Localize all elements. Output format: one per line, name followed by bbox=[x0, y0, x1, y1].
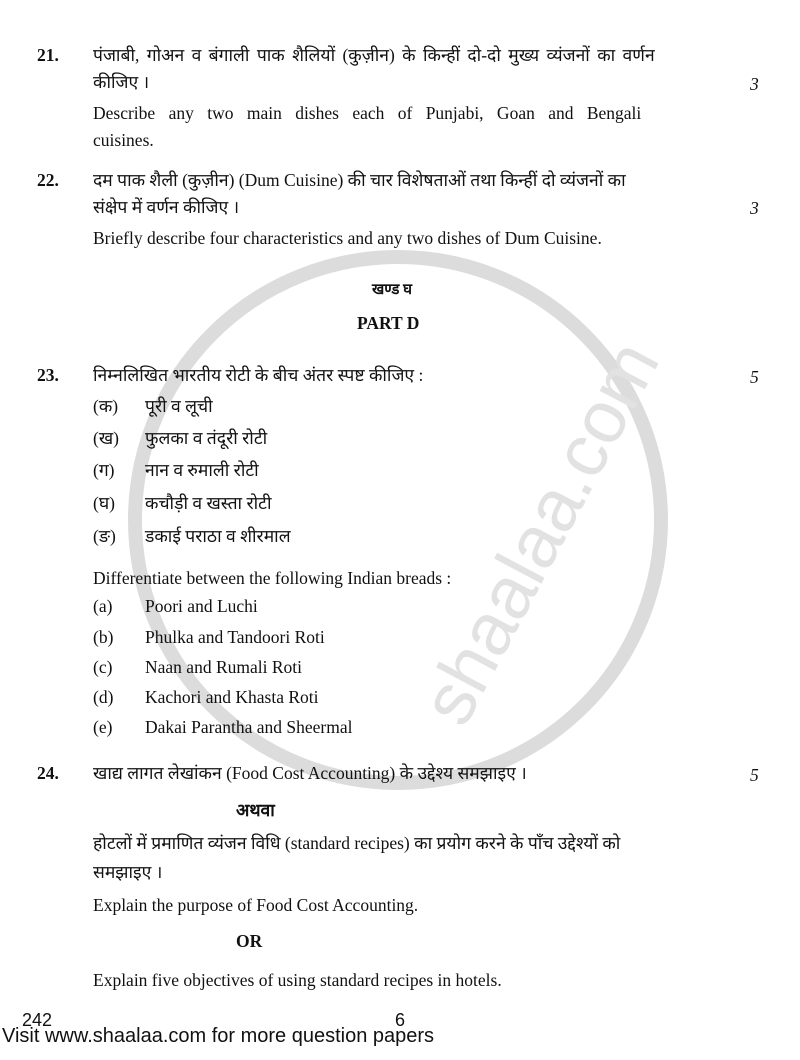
list-label: (घ) bbox=[93, 493, 115, 513]
list-item: नान व रुमाली रोटी bbox=[145, 460, 259, 480]
list-item: फुलका व तंदूरी रोटी bbox=[145, 428, 268, 448]
list-item: Poori and Luchi bbox=[145, 596, 258, 616]
q24-number: 24. bbox=[37, 763, 59, 783]
or-english: OR bbox=[236, 931, 263, 951]
visit-link[interactable]: Visit www.shaalaa.com for more question papers bbox=[2, 1025, 435, 1047]
paper-code: 242 bbox=[22, 1010, 53, 1030]
q24-english: Explain the purpose of Food Cost Accounting. bbox=[93, 895, 419, 915]
list-label: (a) bbox=[93, 596, 113, 616]
watermark-text: shaalaa.com bbox=[404, 327, 675, 738]
q21-number: 21. bbox=[37, 45, 59, 65]
list-label: (b) bbox=[93, 627, 114, 647]
list-item: Dakai Parantha and Sheermal bbox=[145, 717, 353, 737]
list-item: कचौड़ी व खस्ता रोटी bbox=[145, 493, 272, 513]
list-item: Naan and Rumali Roti bbox=[145, 657, 302, 677]
q22-number: 22. bbox=[37, 170, 59, 190]
q23-number: 23. bbox=[37, 365, 59, 385]
list-label: (d) bbox=[93, 687, 114, 707]
q24-alt-hindi-2: समझाइए । bbox=[93, 862, 163, 882]
list-item: डकाई पराठा व शीरमाल bbox=[145, 526, 291, 546]
section-title: PART D bbox=[357, 313, 420, 333]
q22-english: Briefly describe four characteristics and any two dishes of Dum Cuisine. bbox=[93, 228, 602, 248]
list-label: (ख) bbox=[93, 428, 119, 448]
q22-hindi: दम पाक शैली (कुज़ीन) (Dum Cuisine) की चार विशेषताओं तथा किन्हीं दो व्यंजनों का bbox=[93, 170, 626, 190]
q24-alt-hindi: होटलों में प्रमाणित व्यंजन विधि (standard recipes) का प्रयोग करने के पाँच उद्देश्यों को bbox=[93, 833, 621, 853]
list-label: (e) bbox=[93, 717, 113, 737]
list-label: (c) bbox=[93, 657, 113, 677]
q24-marks: 5 bbox=[750, 765, 759, 785]
list-label: (ग) bbox=[93, 460, 115, 480]
q24-hindi: खाद्य लागत लेखांकन (Food Cost Accounting) के उद्देश्य समझाइए । bbox=[93, 763, 527, 783]
q23-hindi: निम्नलिखित भारतीय रोटी के बीच अंतर स्पष्ट कीजिए : bbox=[93, 365, 424, 385]
page-number: 6 bbox=[395, 1010, 406, 1030]
q24-alt-english: Explain five objectives of using standard recipes in hotels. bbox=[93, 970, 502, 990]
list-item: Kachori and Khasta Roti bbox=[145, 687, 319, 707]
q23-english: Differentiate between the following Indian breads : bbox=[93, 568, 452, 588]
or-hindi: अथवा bbox=[236, 800, 275, 820]
list-item: पूरी व लूची bbox=[145, 396, 213, 416]
list-item: Phulka and Tandoori Roti bbox=[145, 627, 325, 647]
q23-marks: 5 bbox=[750, 367, 759, 387]
q22-hindi-2: संक्षेप में वर्णन कीजिए । bbox=[93, 197, 240, 217]
list-label: (ङ) bbox=[93, 526, 116, 546]
q21-marks: 3 bbox=[750, 74, 759, 94]
q22-marks: 3 bbox=[750, 198, 759, 218]
q21-hindi: पंजाबी, गोअन व बंगाली पाक शैलियों (कुज़ीन) के किन्हीं दो-दो मुख्य व्यंजनों का वर्णन bbox=[93, 45, 655, 65]
list-label: (क) bbox=[93, 396, 119, 416]
q21-hindi-2: कीजिए । bbox=[93, 72, 150, 92]
section-title-hindi: खण्ड घ bbox=[372, 282, 413, 298]
q21-english: Describe any two main dishes each of Punjabi, Goan and Bengali bbox=[93, 103, 642, 123]
q21-english-2: cuisines. bbox=[93, 130, 154, 150]
